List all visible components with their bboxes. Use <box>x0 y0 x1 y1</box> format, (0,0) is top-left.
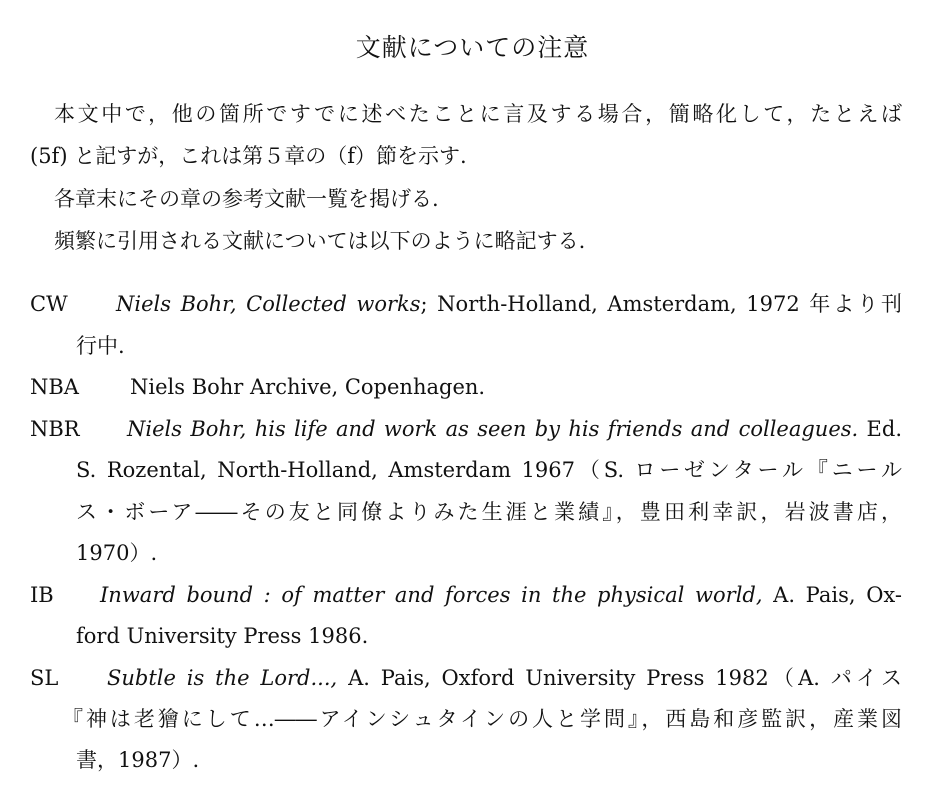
ref-title-sl: Subtle is the Lord..., <box>107 666 338 690</box>
ref-rest-nbr: Ed. <box>858 417 902 441</box>
ref-line-nbr-3: ス・ボーア――その友と同僚よりみた生涯と業績』，豊田利幸訳，岩波書店， <box>76 500 902 524</box>
ref-abbr-cw: CW <box>30 292 68 316</box>
ref-abbr-nbr: NBR <box>30 417 80 441</box>
ref-line-nba-1 <box>130 377 485 398</box>
ref-title-ib: Inward bound : of matter and forces in the physical world, <box>100 583 763 607</box>
ref-rest-ib: A. Pais, Ox- <box>762 583 902 607</box>
ref-abbr-nba: NBA <box>30 375 79 399</box>
ref-line-cw-1 <box>116 294 902 315</box>
ref-title-cw: Niels Bohr, Collected works <box>116 292 421 316</box>
intro-line-1: 本文中で，他の箇所ですでに述べたことに言及する場合，簡略化して，たとえば <box>54 102 902 126</box>
intro-line-4: 頻繁に引用される文献については以下のように略記する. <box>54 229 586 253</box>
ref-line-nbr-2: S. Rozental, North-Holland, Amsterdam 1967（S. ローゼンタール『ニール <box>76 458 902 482</box>
ref-title-nbr: Niels Bohr, his life and work as seen by his friends and colleagues. <box>127 417 859 441</box>
ref-rest-cw: ; North-Holland, Amsterdam, 1972 年より刊 <box>420 292 902 316</box>
ref-line-ib-2: ford University Press 1986. <box>76 624 369 648</box>
intro-line-3: 各章末にその章の参考文献一覧を掲げる. <box>54 187 439 211</box>
ref-abbr-sl: SL <box>30 666 59 690</box>
ref-line-sl-3: 書，1987）. <box>76 748 200 772</box>
ref-line-cw-2: 行中. <box>76 334 125 358</box>
ref-line-sl-2: 『神は老獪にして…――アインシュタインの人と学問』，西島和彦監訳，産業図 <box>62 707 902 731</box>
intro-line-2: (5f) と記すが，これは第５章の（f）節を示す. <box>30 144 467 168</box>
ref-abbr-ib: IB <box>30 583 54 607</box>
ref-rest-nba: Niels Bohr Archive, Copenhagen. <box>130 375 486 399</box>
ref-line-sl-1 <box>107 668 902 689</box>
ref-line-ib-1 <box>100 585 902 606</box>
page-title: 文献についての注意 <box>355 33 590 62</box>
ref-rest-sl: A. Pais, Oxford University Press 1982（A. パイス <box>337 666 902 690</box>
ref-line-nbr-4: 1970）. <box>76 541 158 565</box>
ref-line-nbr-1 <box>127 419 902 440</box>
